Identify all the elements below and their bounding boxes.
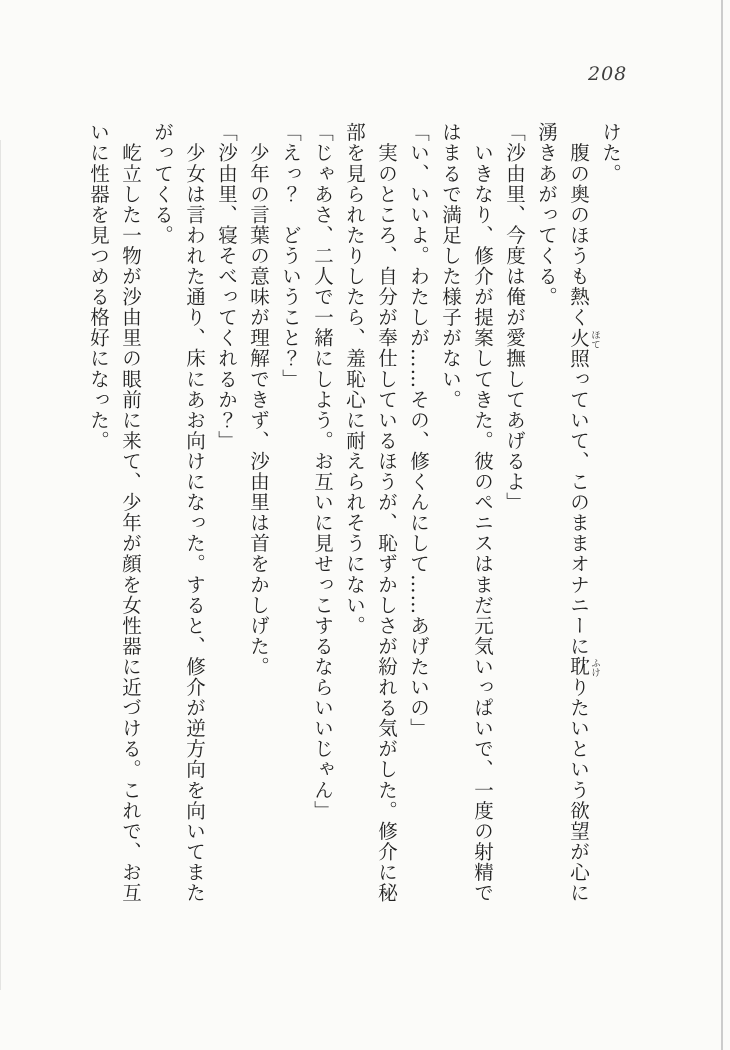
text-line: いきなり、修介が提案してきた。彼のペニスはまだ元気いっぱいで、一度の射精で (471, 122, 494, 903)
page-number: 208 (588, 63, 628, 85)
text-line: 「沙由里、寝そべってくれるか？」 (215, 122, 238, 451)
furigana: ふけ (589, 657, 600, 677)
text-line: けた。 (599, 122, 622, 184)
text-line: いに性器を見つめる格好になった。 (87, 122, 110, 451)
text-line: 「じゃあさ、二人で一緒にしよう。お互いに見せっこするならいいじゃん」 (311, 122, 334, 821)
vertical-text-body (82, 122, 626, 922)
text-line: 「えっ？ どういうこと？」 (279, 122, 302, 390)
text-line: 少年の言葉の意味が理解できず、沙由里は首をかしげた。 (247, 122, 270, 677)
text-line: 湧きあがってくる。 (535, 122, 558, 307)
ruby-base: 火照 ほて (567, 327, 600, 369)
text-line: 部を見られたりしたら、羞恥心に耐えられそうにない。 (343, 122, 366, 636)
page-scan-edge-right (721, 0, 723, 1050)
text-line: がってくる。 (151, 122, 174, 246)
ruby-base: 耽 ふけ (567, 656, 600, 677)
text-line: 少女は言われた通り、床にあお向けになった。すると、修介が逆方向を向いてまた (183, 122, 206, 903)
text-line: 腹の奥のほうも熱く火照 ほて っていて、このままオナニーに耽 ふけ りたいという欲望が心に (567, 122, 600, 903)
text-line: 「沙由里、今度は俺が愛撫してあげるよ」 (503, 122, 526, 513)
text-line: 屹立した一物が沙由里の眼前に来て、少年が顔を女性器に近づける。これで、お互 (119, 122, 142, 903)
furigana: ほて (589, 329, 600, 349)
text-line: はまるで満足した様子がない。 (439, 122, 462, 410)
page-scan-edge-left (0, 140, 1, 990)
text-line: 実のところ、自分が奉仕しているほうが、恥ずかしさが紛れる気がした。修介に秘 (375, 122, 398, 903)
text-line: 「い、いいよ。わたしが……その、修くんにして……あげたいの」 (407, 122, 430, 739)
